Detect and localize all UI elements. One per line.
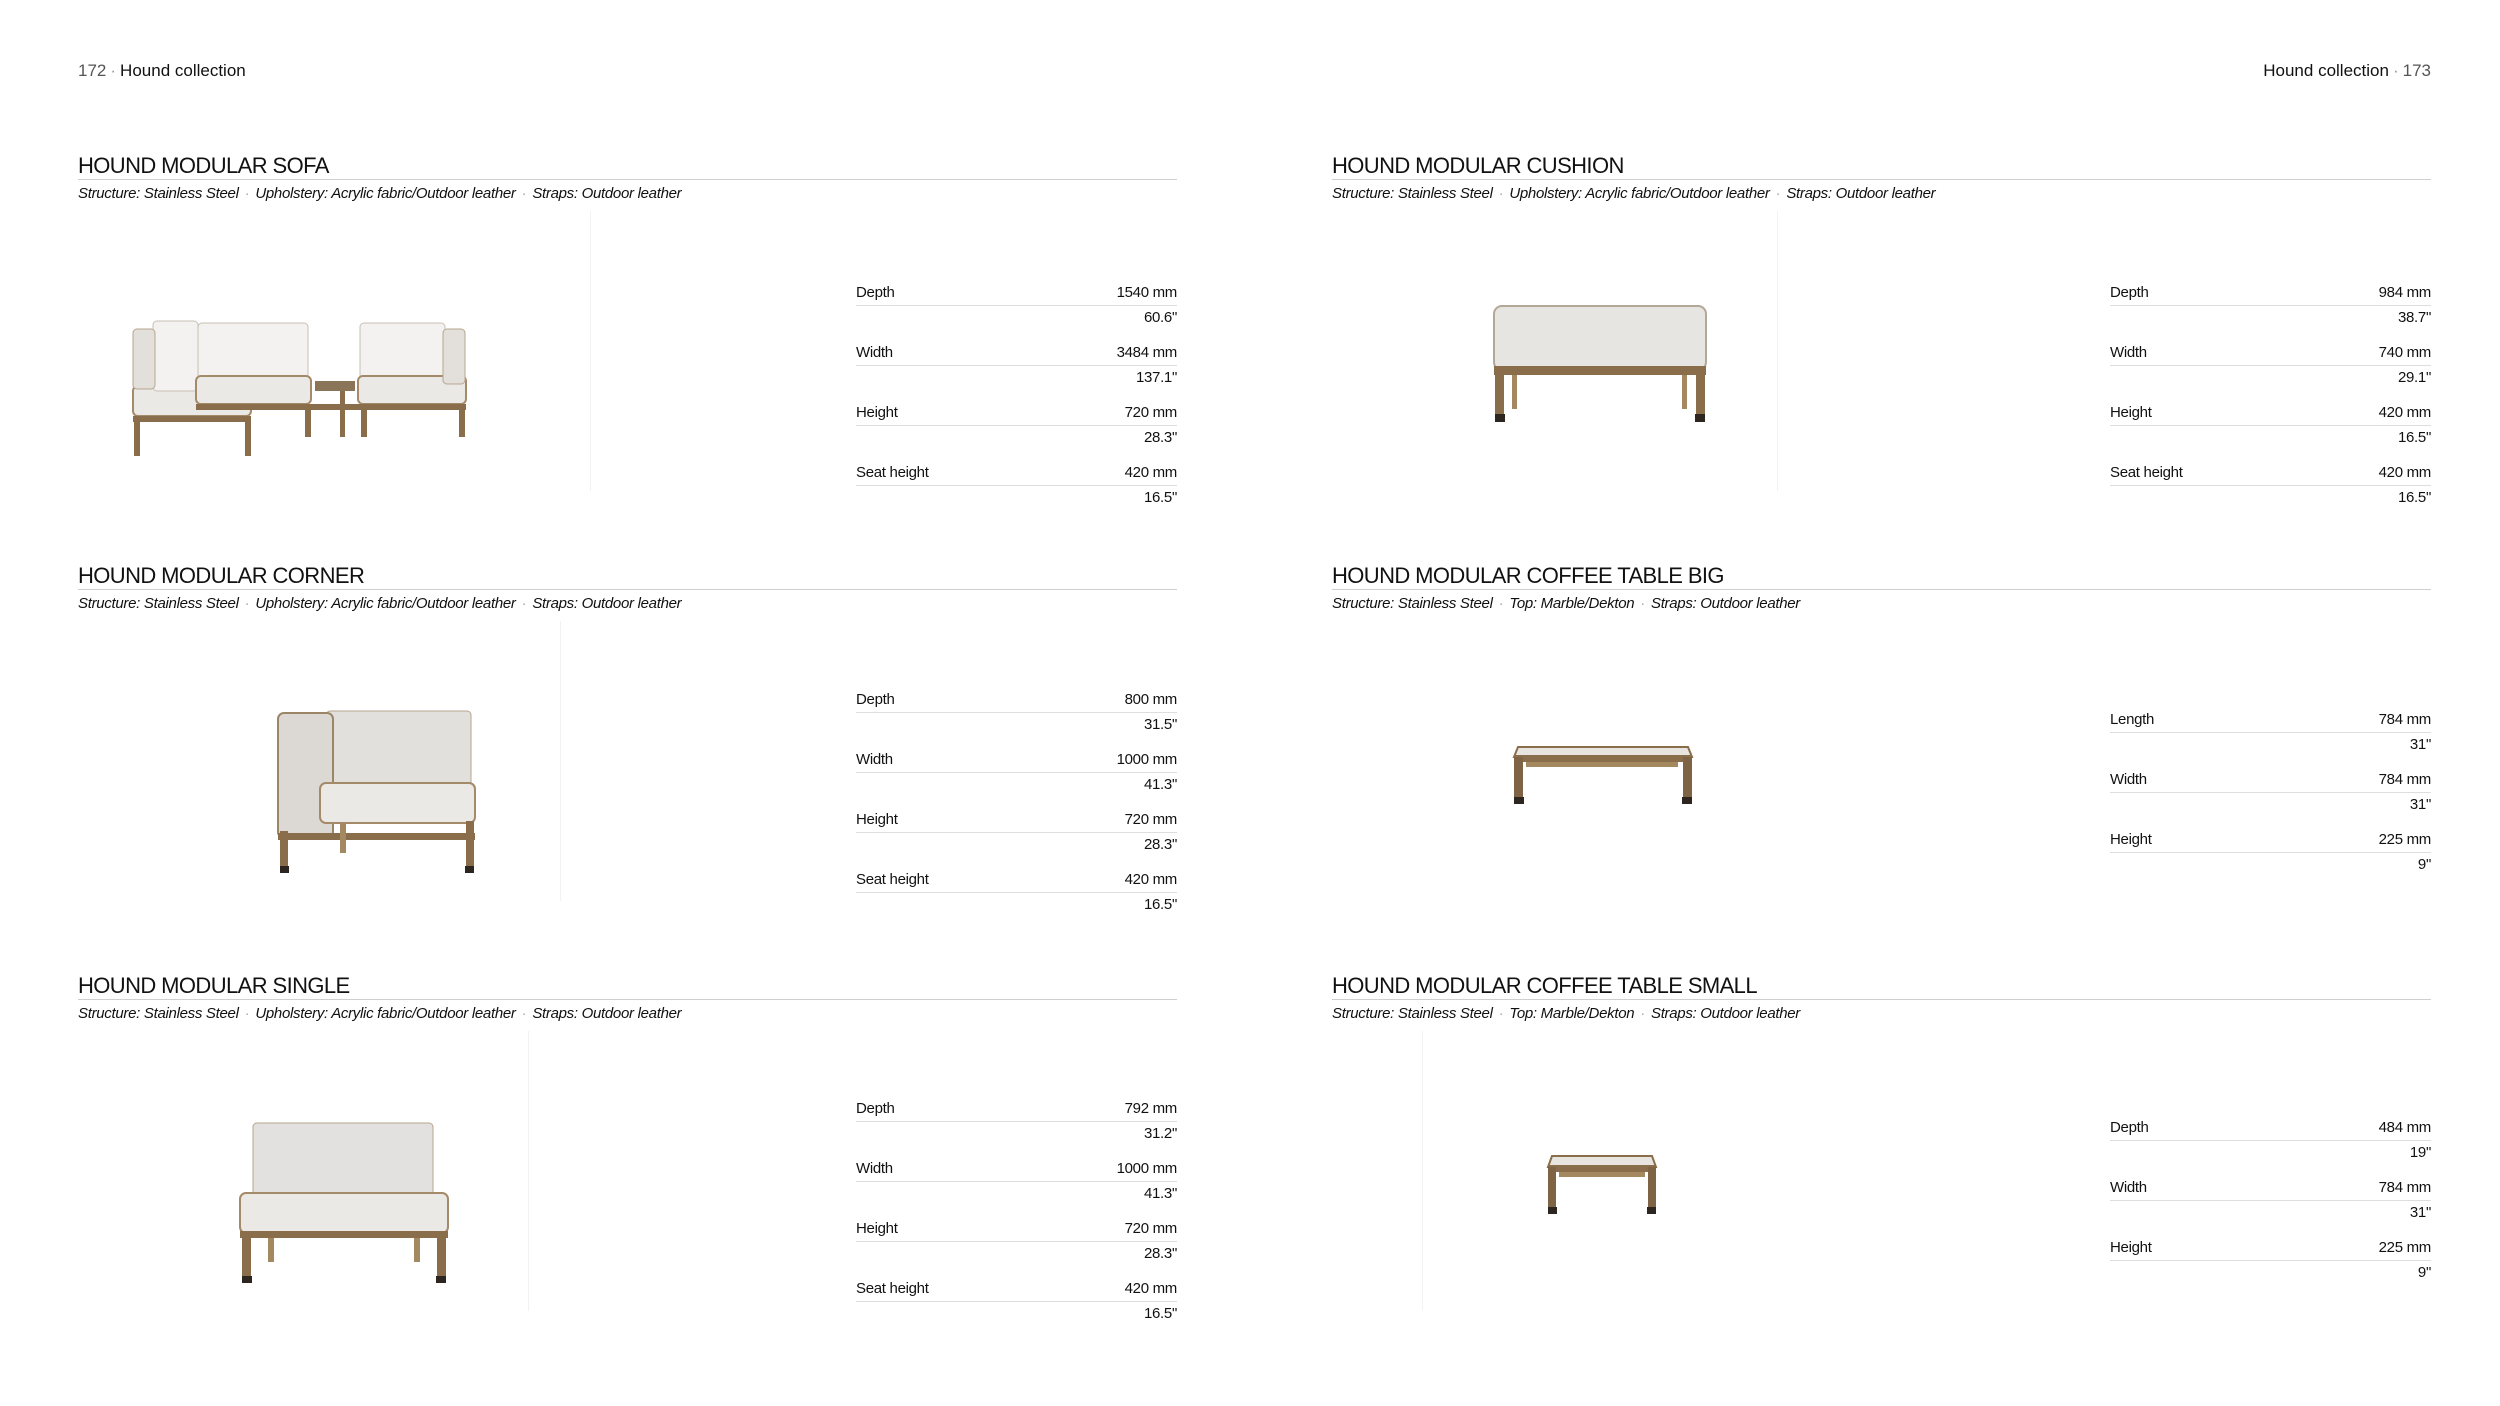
material-straps: Straps: Outdoor leather [1650,595,1801,612]
collection-title-right: Hound collection [2263,61,2389,80]
product-coffee-table-small [1332,971,2431,1371]
spec-row-height: Height 720 mm 28.3" [856,811,1177,853]
material-straps: Straps: Outdoor leather [532,595,682,612]
modular-corner-image [78,621,598,901]
spec-table [856,284,1177,524]
spec-row-width: Width 3484 mm 137.1" [856,344,1177,386]
header-separator: · [2392,61,2399,80]
material-structure: Structure: Stainless Steel [1332,1005,1493,1022]
material-structure: Structure: Stainless Steel [78,185,239,202]
product-modular-cushion [1332,151,2431,551]
material-structure: Structure: Stainless Steel [1332,595,1493,612]
spec-row-seat-height: Seat height 420 mm 16.5" [856,871,1177,913]
material-upholstery: Upholstery: Acrylic fabric/Outdoor leather [1509,185,1770,202]
coffee-table-big-image [1332,621,1852,901]
product-title: HOUND MODULAR CUSHION [1332,151,2431,180]
product-title: HOUND MODULAR SOFA [78,151,1177,180]
page-number-right: 173 [2402,61,2431,80]
spec-row-seat-height: Seat height 420 mm 16.5" [2110,464,2431,506]
product-materials: Structure: Stainless Steel · Upholstery: Acrylic fabric/Outdoor leather · Straps: Outdoor leather [78,185,682,202]
spec-table [856,1100,1177,1340]
spec-table [2110,284,2431,524]
material-upholstery: Upholstery: Acrylic fabric/Outdoor leather [255,1005,516,1022]
modular-sofa-image [78,211,598,491]
product-title: HOUND MODULAR CORNER [78,561,1177,590]
page-header-right [2263,61,2431,81]
spec-row-height: Height 720 mm 28.3" [856,404,1177,446]
spec-row-height: Height 225 mm 9" [2110,1239,2431,1281]
product-modular-corner [78,561,1177,961]
modular-cushion-image [1332,211,1852,491]
spec-row-height: Height 420 mm 16.5" [2110,404,2431,446]
spec-row-width: Width 1000 mm 41.3" [856,751,1177,793]
product-materials: Structure: Stainless Steel · Upholstery: Acrylic fabric/Outdoor leather · Straps: Outdoor leather [78,1005,682,1022]
coffee-table-small-image [1332,1031,1852,1311]
spec-table [2110,1119,2431,1299]
material-top: Top: Marble/Dekton [1509,1005,1635,1022]
material-straps: Straps: Outdoor leather [1786,185,1936,202]
page-header-left [78,61,246,81]
product-title: HOUND MODULAR COFFEE TABLE BIG [1332,561,2431,590]
spec-table [856,691,1177,931]
spec-row-depth: Depth 792 mm 31.2" [856,1100,1177,1142]
modular-single-image [78,1031,598,1311]
product-materials: Structure: Stainless Steel · Top: Marble/Dekton · Straps: Outdoor leather [1332,595,1801,612]
product-title: HOUND MODULAR SINGLE [78,971,1177,1000]
spec-row-length: Length 784 mm 31" [2110,711,2431,753]
spec-row-depth: Depth 484 mm 19" [2110,1119,2431,1161]
material-structure: Structure: Stainless Steel [78,1005,239,1022]
spec-row-height: Height 225 mm 9" [2110,831,2431,873]
spec-row-width: Width 740 mm 29.1" [2110,344,2431,386]
spec-row-width: Width 1000 mm 41.3" [856,1160,1177,1202]
spec-row-depth: Depth 984 mm 38.7" [2110,284,2431,326]
product-modular-single [78,971,1177,1371]
material-straps: Straps: Outdoor leather [1650,1005,1801,1022]
spec-row-seat-height: Seat height 420 mm 16.5" [856,464,1177,506]
product-coffee-table-big [1332,561,2431,961]
material-straps: Straps: Outdoor leather [532,1005,682,1022]
product-title: HOUND MODULAR COFFEE TABLE SMALL [1332,971,2431,1000]
collection-title-left: Hound collection [120,61,246,80]
material-top: Top: Marble/Dekton [1509,595,1635,612]
header-separator: · [110,61,117,80]
product-materials: Structure: Stainless Steel · Top: Marble/Dekton · Straps: Outdoor leather [1332,1005,1801,1022]
product-modular-sofa [78,151,1177,551]
material-upholstery: Upholstery: Acrylic fabric/Outdoor leather [255,185,516,202]
spec-row-depth: Depth 800 mm 31.5" [856,691,1177,733]
material-straps: Straps: Outdoor leather [532,185,682,202]
product-materials: Structure: Stainless Steel · Upholstery: Acrylic fabric/Outdoor leather · Straps: Outdoor leather [78,595,682,612]
spec-row-width: Width 784 mm 31" [2110,1179,2431,1221]
material-structure: Structure: Stainless Steel [78,595,239,612]
spec-row-height: Height 720 mm 28.3" [856,1220,1177,1262]
material-upholstery: Upholstery: Acrylic fabric/Outdoor leather [255,595,516,612]
product-materials: Structure: Stainless Steel · Upholstery: Acrylic fabric/Outdoor leather · Straps: Outdoor leather [1332,185,1936,202]
spec-table [2110,711,2431,891]
spec-row-seat-height: Seat height 420 mm 16.5" [856,1280,1177,1322]
page-number-left: 172 [78,61,107,80]
material-structure: Structure: Stainless Steel [1332,185,1493,202]
spec-row-width: Width 784 mm 31" [2110,771,2431,813]
spec-row-depth: Depth 1540 mm 60.6" [856,284,1177,326]
